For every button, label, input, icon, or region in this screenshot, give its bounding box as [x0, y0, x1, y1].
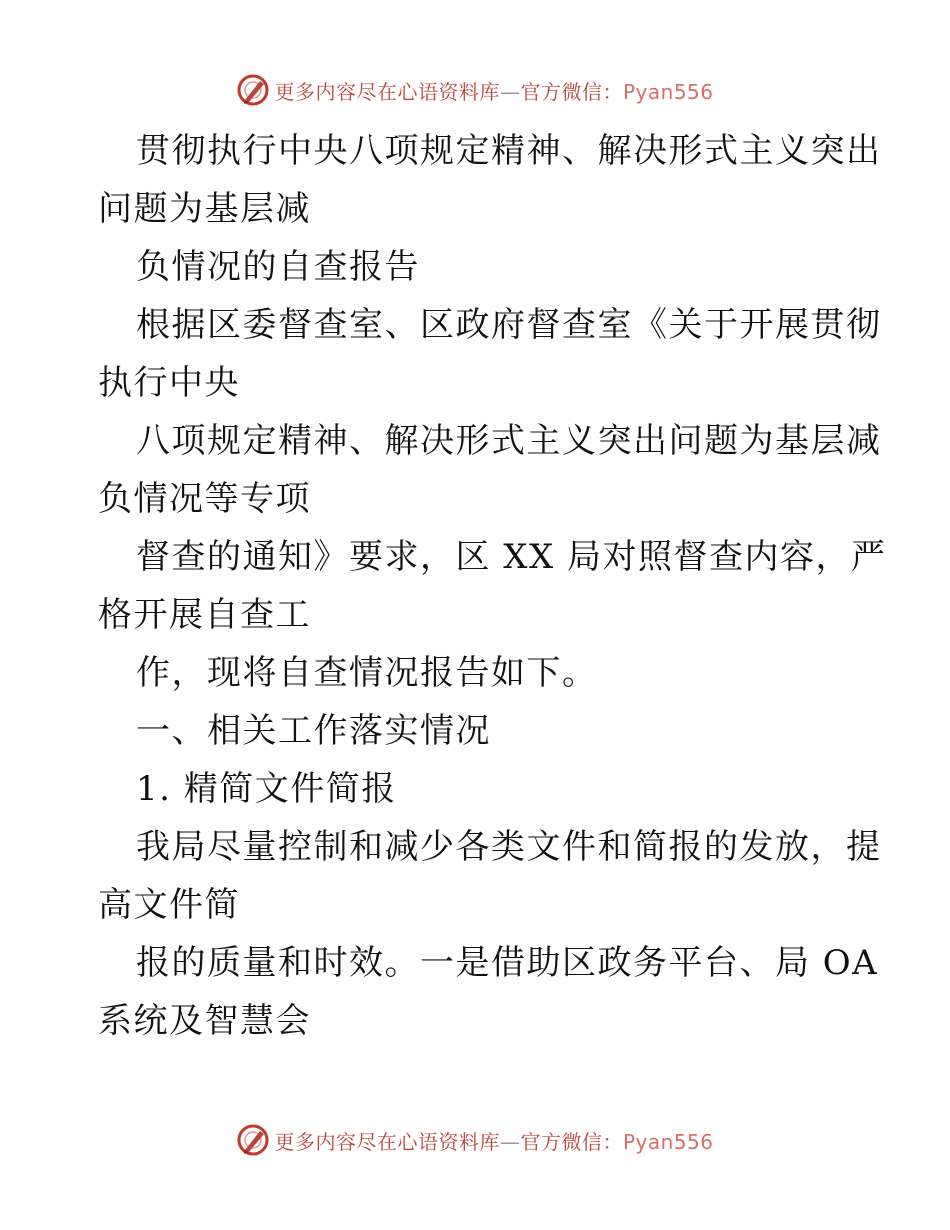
footer-watermark [0, 1120, 950, 1160]
document-body [98, 122, 887, 1050]
watermark-separator: — [499, 79, 521, 104]
watermark-wechat-id: Pyan556 [622, 79, 714, 104]
document-line: 问题为基层减 [98, 189, 311, 229]
document-line: 贯彻执行中央八项规定精神、解决形式主义突出 [136, 131, 882, 171]
document-line: 格开展自查工 [98, 595, 311, 635]
watermark-main-text: 更多内容尽在心语资料库 [274, 1129, 500, 1154]
pen-logo-icon [236, 1123, 270, 1157]
document-line: 负情况的自查报告 [136, 247, 420, 287]
watermark-main-text: 更多内容尽在心语资料库 [274, 79, 500, 104]
watermark-wechat-id: Pyan556 [622, 1129, 714, 1154]
watermark-text [274, 1126, 713, 1155]
pen-logo-icon [236, 73, 270, 107]
section-heading: 一、相关工作落实情况 [136, 711, 491, 751]
document-line: 执行中央 [98, 363, 240, 403]
document-line: 负情况等专项 [98, 479, 311, 519]
watermark-text [274, 76, 713, 105]
watermark-wechat-label: 官方微信： [520, 79, 623, 104]
document-line: 作，现将自查情况报告如下。 [136, 653, 598, 693]
document-line: 系统及智慧会 [98, 1001, 311, 1041]
document-line: 报的质量和时效。一是借助区政务平台、局 OA [136, 943, 879, 983]
header-watermark [0, 70, 950, 110]
document-line: 我局尽量控制和减少各类文件和简报的发放，提 [136, 827, 882, 867]
document-line: 根据区委督查室、区政府督查室《关于开展贯彻 [136, 305, 882, 345]
subsection-heading: 1. 精简文件简报 [136, 769, 397, 809]
document-line: 督查的通知》要求，区 XX 局对照督查内容，严 [136, 537, 887, 577]
watermark-separator: — [499, 1129, 521, 1154]
watermark-wechat-label: 官方微信： [520, 1129, 623, 1154]
document-line: 高文件简 [98, 885, 240, 925]
document-line: 八项规定精神、解决形式主义突出问题为基层减 [136, 421, 882, 461]
